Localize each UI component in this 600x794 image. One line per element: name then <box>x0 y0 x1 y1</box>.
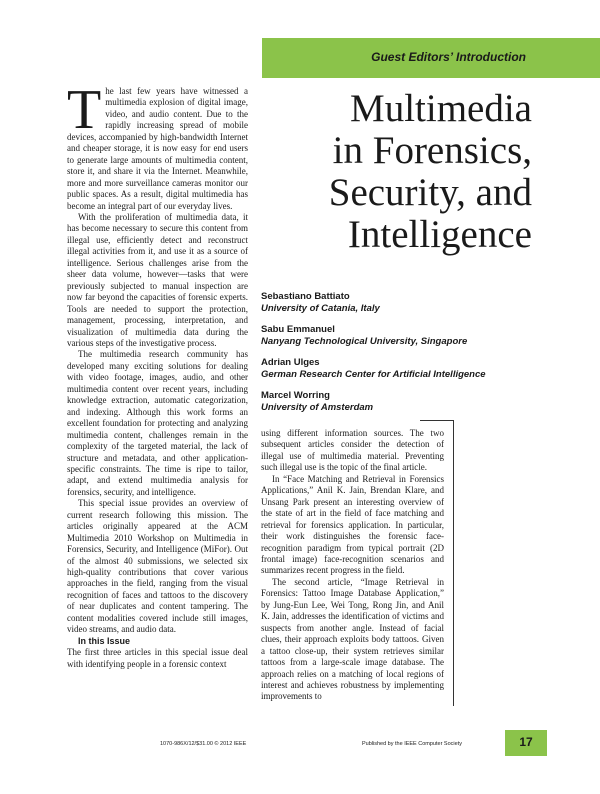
footer-copyright: 1070-986X/12/$31.00 © 2012 IEEE <box>160 741 247 747</box>
author-list <box>261 291 541 423</box>
author-affiliation: German Research Center for Artificial Intelligence <box>261 369 486 380</box>
article-title <box>300 88 532 256</box>
title-line: Multimedia <box>350 87 532 130</box>
author-name: Adrian Ulges <box>261 357 320 368</box>
title-line: Intelligence <box>347 213 532 256</box>
body-paragraph: With the proliferation of multimedia data, it has become necessary to secure this content from illegal use, efficiently detect and reconstruct illegal activities from it, and use it as a source of intelligence. Serious challenges arise from the sheer data volume, however—tasks that were previously subjected to manual inspection are now far beyond the capacities of forensic experts. Tools are needed to support the protection, management, processing, interpretation, and visualization of multimedia data during the various steps of the investigative process. <box>67 211 248 348</box>
body-paragraph: using different information sources. The two subsequent articles consider the detection of illegal use of multimedia material. Preventing such illegal use is the topic of the final article. <box>261 428 444 473</box>
footer-publisher: Published by the IEEE Computer Society <box>362 741 462 747</box>
section-label: Guest Editors’ Introduction <box>371 50 526 64</box>
body-paragraph: This special issue provides an overview of current research following this mission. The articles originally appeared at the ACM Multimedia 2010 Workshop on Multimedia in Forensics, Security, and Intelligence (MiFor). Out of the almost 40 submissions, we selected six high-quality contributions that cover various approaches in the field, ranging from the visual recognition of faces and tattoos to the discovery of near duplicates and content tampering. The content modalities covered include still images, video streams, and audio data. <box>67 498 248 635</box>
author-entry <box>261 390 541 414</box>
intro-text: he last few years have witnessed a multimedia explosion of digital image, video, and audio content. Due to the rapidly increasing spread of mobile devices, accompanied by high-bandwidth Internet and cheaper storage, it is now easy for end users to generate large amounts of multimedia content, store it, and share it via the Internet. Meanwhile, more and more surveillance cameras monitor our public spaces. As a result, digital multimedia has become an integral part of our everyday lives. <box>67 86 248 211</box>
author-entry <box>261 324 541 348</box>
body-paragraph: The multimedia research community has developed many exciting solutions for dealing with video footage, images, audio, and other multimedia content over recent years, including knowledge extraction, automatic categorization, and indexing. Although this work forms an excellent foundation for protecting and analyzing multimedia content, challenges remain in the complexity of the targeted material, the lack of structure and metadata, and other application-specific constraints. The time is ripe to tailor, adapt, and extend multimedia analysis for forensics, security, and intelligence. <box>67 349 248 497</box>
intro-paragraph <box>67 79 248 212</box>
page-number-box <box>505 730 547 756</box>
author-affiliation: University of Amsterdam <box>261 402 374 413</box>
section-banner <box>262 38 600 78</box>
author-affiliation: Nanyang Technological University, Singapore <box>261 336 468 347</box>
title-line: in Forensics, <box>332 129 532 172</box>
body-paragraph: The first three articles in this special issue deal with identifying people in a forensic context <box>67 647 248 669</box>
author-entry <box>261 291 541 315</box>
author-name: Sebastiano Battiato <box>261 291 350 302</box>
page-number: 17 <box>519 735 533 749</box>
right-column <box>261 428 444 703</box>
section-heading: In this Issue <box>78 635 131 646</box>
author-affiliation: University of Catania, Italy <box>261 303 380 314</box>
author-entry <box>261 357 541 381</box>
body-paragraph: In “Face Matching and Retrieval in Forensics Applications,” Anil K. Jain, Brendan Klare, and Unsang Park present an interesting overview of the state of art in the field of face matching and retrieval for forensics application. In particular, their work distinguishes the forensic face-recognition paradigm from typical portrait (2D frontal image) face-recognition scenarios and summarizes recent progress in the field. <box>261 473 444 576</box>
author-name: Marcel Worring <box>261 390 330 401</box>
body-paragraph: The second article, “Image Retrieval in Forensics: Tattoo Image Database Application,” by Jung-Eun Lee, Wei Tong, Rong Jin, and Anil K. Jain, addresses the identification of victims and suspects from another angle. Instead of facial clues, their approach exploits body tattoos. Given a tattoo close-up, their system retrieves similar tattoos from a large-scale image database. The approach relies on a matching of local regions of interest and achieves robustness by implementing improvements to <box>261 576 444 702</box>
left-column <box>67 79 248 670</box>
drop-cap: T <box>67 79 102 141</box>
author-name: Sabu Emmanuel <box>261 324 335 335</box>
column-rule-vertical <box>453 420 454 706</box>
column-rule-top <box>420 420 454 421</box>
title-line: Security, and <box>328 171 532 214</box>
